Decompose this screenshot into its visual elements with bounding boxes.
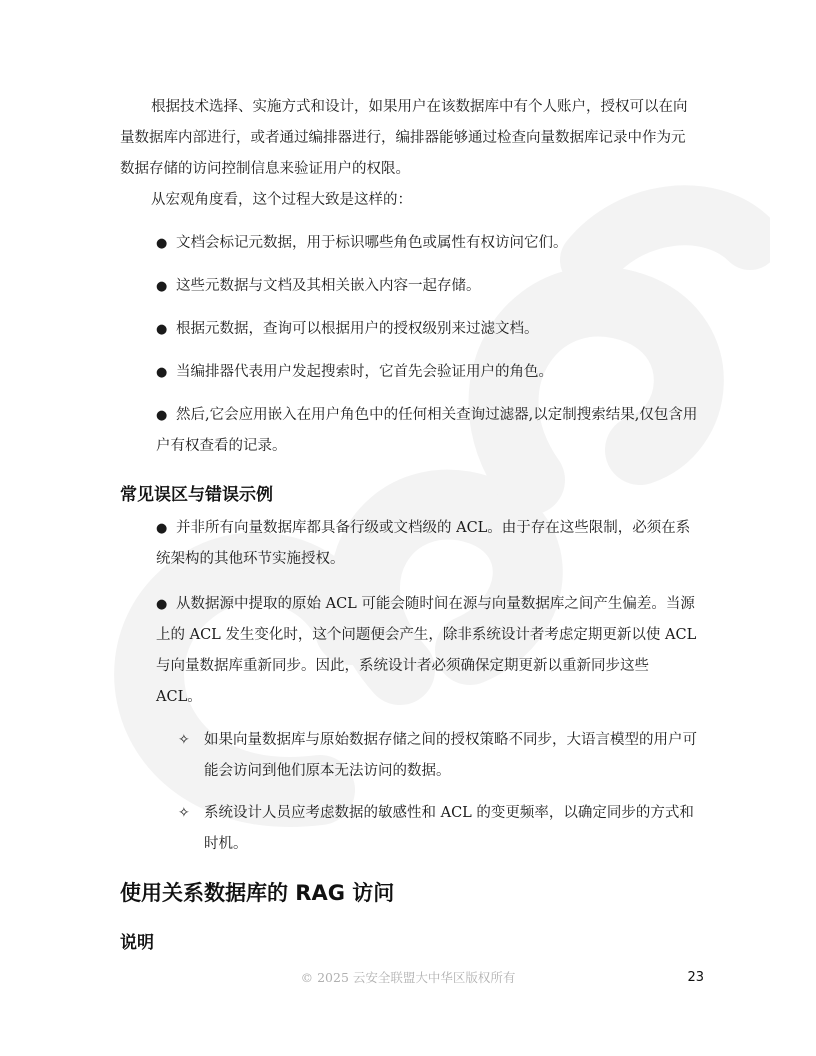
bullet-icon: ● [156, 322, 168, 337]
bullet-icon: ● [156, 236, 168, 251]
footer-copyright: © 2025 云安全联盟大中华区版权所有 [300, 970, 516, 985]
list-item-text: 根据元数据，查询可以根据用户的授权级别来过滤文档。 [176, 321, 539, 337]
bullet-icon: ● [156, 597, 168, 612]
intro-summary-line: 从宏观角度看，这个过程大致是这样的： [151, 192, 412, 208]
list-item [156, 314, 698, 345]
sub-list-item-text: 系统设计人员应考虑数据的敏感性和 ACL 的变更频率，以确定同步的方式和时机。 [204, 805, 694, 852]
list-item-text: 当编排器代表用户发起搜索时，它首先会验证用户的角色。 [176, 364, 553, 380]
sub-list-item [178, 725, 698, 787]
list-item [156, 271, 698, 302]
section-subheading: 说明 [120, 933, 154, 953]
section-title: 使用关系数据库的 RAG 访问 [120, 881, 395, 905]
list-item-text: 从数据源中提取的原始 ACL 可能会随时间在源与向量数据库之间产生偏差。当源上的 ACL 发生变化时，这个问题便会产生，除非系统设计者考虑定期更新以使 ACL 与向量数据库重新同步。因此，系统设计者必须确保定期更新以重新同步这些 ACL。 [156, 596, 697, 705]
diamond-star-icon: ✧ [178, 732, 190, 748]
sub-list-item [178, 798, 698, 860]
list-item [156, 357, 698, 388]
bullet-icon: ● [156, 521, 168, 536]
diamond-star-icon: ✧ [178, 805, 190, 821]
page-number: 23 [687, 970, 704, 985]
list-item-text: 然后,它会应用嵌入在用户角色中的任何相关查询过滤器,以定制搜索结果,仅包含用户有权查看的记录。 [156, 407, 698, 454]
sub-list-item-text: 如果向量数据库与原始数据存储之间的授权策略不同步，大语言模型的用户可能会访问到他们原本无法访问的数据。 [204, 732, 697, 779]
bullet-icon: ● [156, 408, 168, 423]
list-item [156, 400, 698, 462]
pitfalls-heading: 常见误区与错误示例 [120, 485, 273, 505]
list-item [156, 228, 698, 259]
list-item [156, 513, 698, 575]
intro-paragraph: 根据技术选择、实施方式和设计，如果用户在该数据库中有个人账户，授权可以在向量数据库内部进行，或者通过编排器进行，编排器能够通过检查向量数据库记录中作为元数据存储的访问控制信息来验证用户的权限。 [120, 99, 688, 177]
list-item-text: 这些元数据与文档及其相关嵌入内容一起存储。 [176, 278, 481, 294]
list-item [156, 589, 698, 713]
bullet-icon: ● [156, 279, 168, 294]
list-item-text: 并非所有向量数据库都具备行级或文档级的 ACL。由于存在这些限制，必须在系统架构的其他环节实施授权。 [156, 520, 691, 567]
bullet-icon: ● [156, 365, 168, 380]
list-item-text: 文档会标记元数据，用于标识哪些角色或属性有权访问它们。 [176, 235, 568, 251]
